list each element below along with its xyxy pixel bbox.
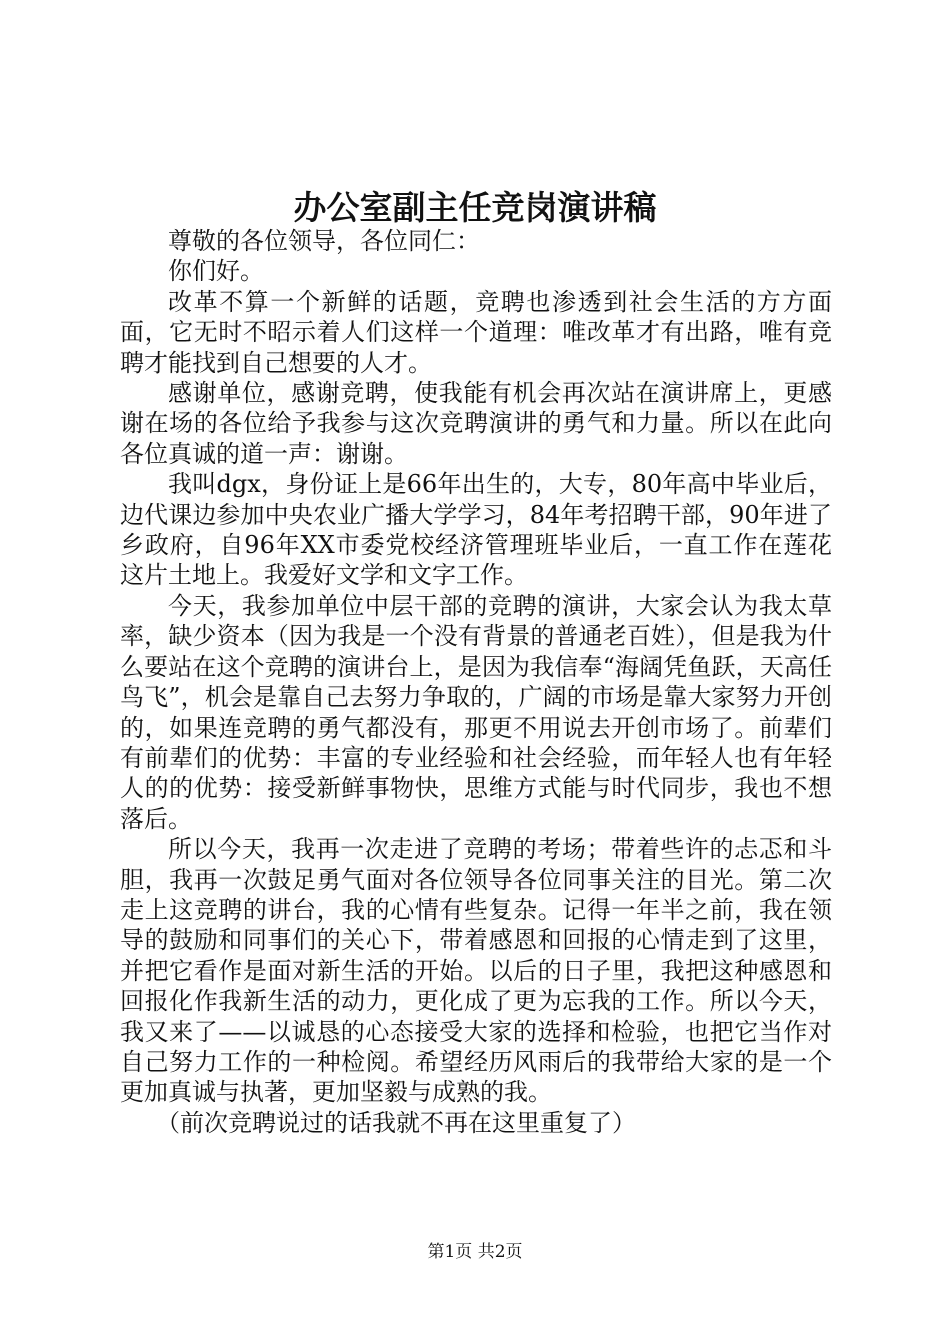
paragraph: 我叫dgx，身份证上是66年出生的，大专，80年高中毕业后，边代课边参加中央农业广播大学学习，84年考招聘干部，90年进了乡政府，自96年XX市委党校经济管理班毕业后，一直工作在莲花这片土地上。我爱好文学和文字工作。	[120, 470, 832, 590]
document-body	[120, 226, 832, 1138]
paragraph-greeting: 你们好。	[168, 257, 264, 286]
paragraph: 所以今天，我再一次走进了竞聘的考场；带着些许的忐忑和斗胆，我再一次鼓足勇气面对各位领导各位同事关注的目光。第二次走上这竞聘的讲台，我的心情有些复杂。记得一年半之前，我在领导的鼓励和同事们的关心下，带着感恩和回报的心情走到了这里，并把它看作是面对新生活的开始。以后的日子里，我把这种感恩和回报化作我新生活的动力，更化成了更为忘我的工作。所以今天，我又来了——以诚恳的心态接受大家的选择和检验，也把它当作对自己努力工作的一种检阅。希望经历风雨后的我带给大家的是一个更加真诚与执著，更加坚毅与成熟的我。	[120, 835, 832, 1107]
paragraph-salutation: 尊敬的各位领导，各位同仁：	[168, 227, 480, 255]
paragraph: 改革不算一个新鲜的话题，竞聘也渗透到社会生活的方方面面，它无时不昭示着人们这样一个道理：唯改革才有出路，唯有竞聘才能找到自己想要的人才。	[120, 287, 832, 377]
paragraph: 感谢单位，感谢竞聘，使我能有机会再次站在演讲席上，更感谢在场的各位给予我参与这次竞聘演讲的勇气和力量。所以在此向各位真诚的道一声：谢谢。	[120, 379, 832, 468]
page-number: 第1页 共2页	[427, 1242, 523, 1262]
paragraph-note: （前次竞聘说过的话我就不再在这里重复了）	[156, 1108, 636, 1137]
paragraph: 今天，我参加单位中层干部的竞聘的演讲，大家会认为我太草率，缺少资本（因为我是一个没有背景的普通老百姓），但是我为什么要站在这个竞聘的演讲台上，是因为我信奉“海阔凭鱼跃，天高任鸟飞”，机会是靠自己去努力争取的，广阔的市场是靠大家努力开创的，如果连竞聘的勇气都没有，那更不用说去开创市场了。前辈们有前辈们的优势：丰富的专业经验和社会经验，而年轻人也有年轻人的的优势：接受新鲜事物快，思维方式能与时代同步，我也不想落后。	[120, 591, 832, 833]
document-title: 办公室副主任竞岗演讲稿	[293, 188, 657, 227]
